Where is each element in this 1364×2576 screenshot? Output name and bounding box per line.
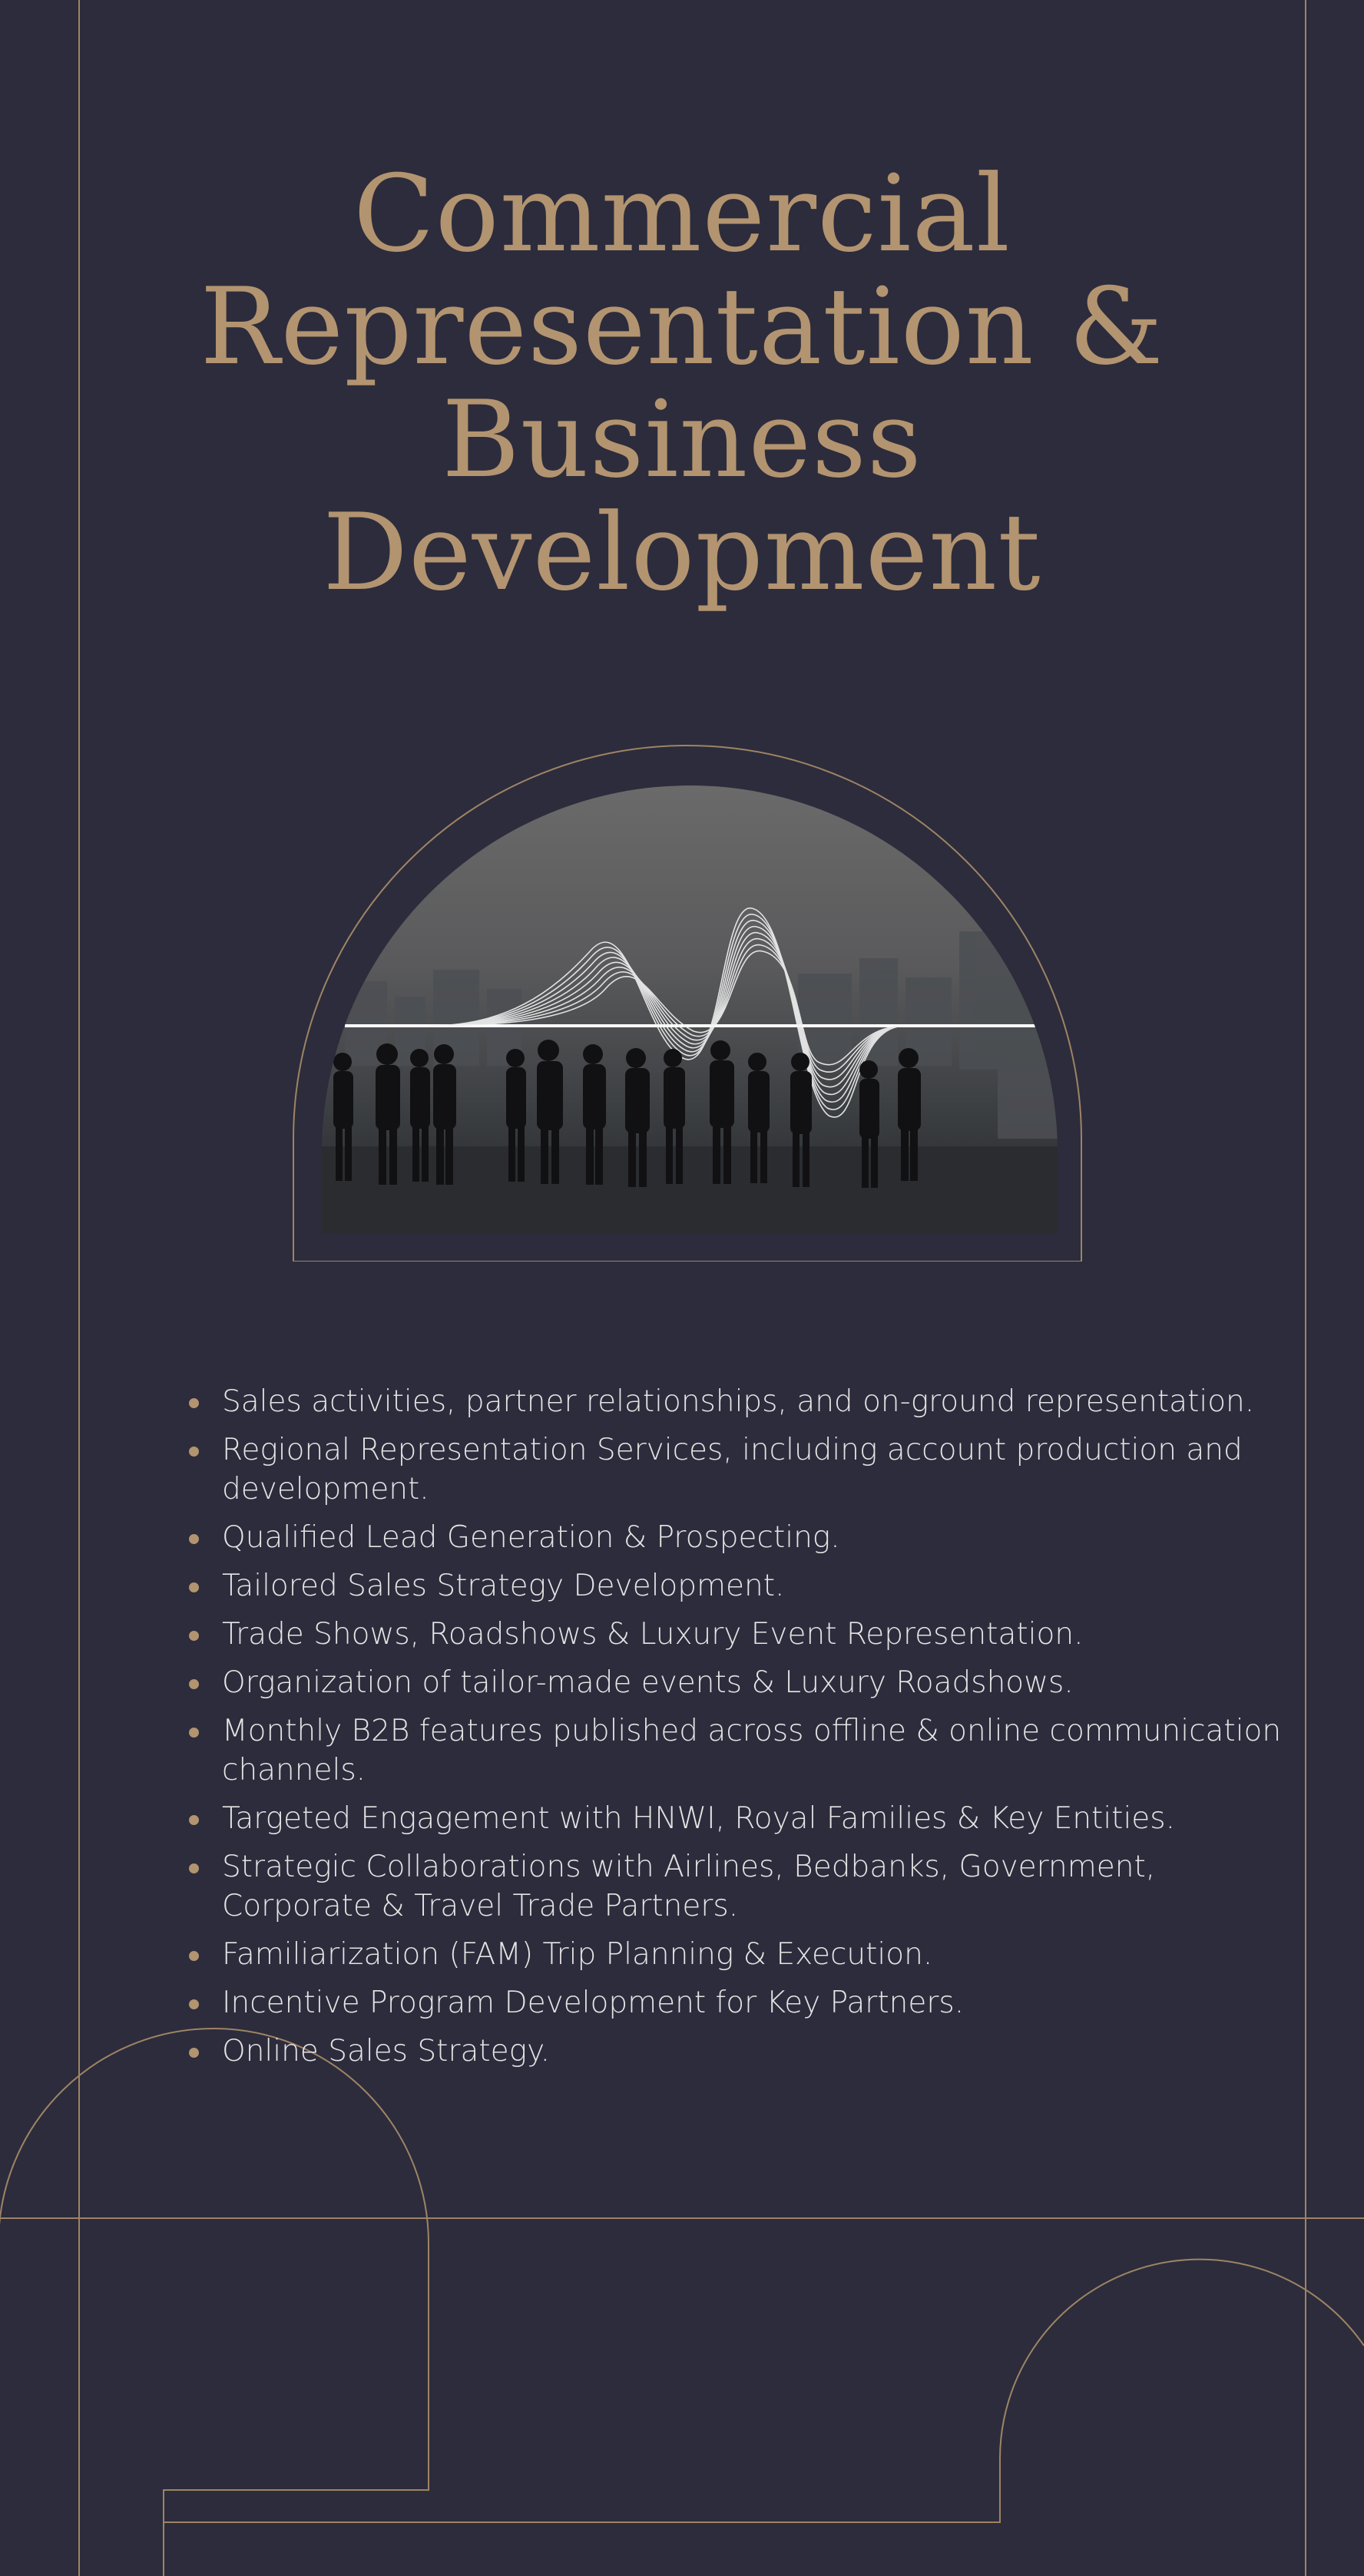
list-item [189,2032,1295,2071]
list-item-text: Monthly B2B features published across offline & online communication channels. [222,1714,1282,1787]
list-item [189,1518,1295,1557]
title-line: Development [323,491,1041,614]
list-item-text: Trade Shows, Roadshows & Luxury Event Representation. [222,1617,1084,1652]
list-item-text: Online Sales Strategy. [222,2034,550,2068]
title-line: Business [442,378,922,501]
list-item [189,1615,1295,1654]
list-item-text: Tailored Sales Strategy Development. [222,1569,785,1603]
services-list [189,1382,1295,2080]
list-item [189,1566,1295,1605]
list-item [189,1935,1295,1974]
list-item-text: Regional Representation Services, including account production and development. [222,1433,1243,1506]
bullet-icon [189,1815,199,1825]
list-item-text: Targeted Engagement with HNWI, Royal Families & Key Entities. [222,1801,1176,1836]
list-item [189,1430,1295,1509]
list-item-text: Strategic Collaborations with Airlines, Bedbanks, Government, Corporate & Travel Trade Partners. [222,1850,1156,1923]
bullet-icon [189,1582,199,1592]
bullet-icon [189,1398,199,1408]
title-line: Representation & [200,265,1164,389]
list-item [189,1983,1295,2022]
hero-image [322,785,1058,1234]
bullet-icon [189,1534,199,1544]
bullet-icon [189,1863,199,1873]
bullet-icon [189,1728,199,1738]
list-item [189,1382,1295,1421]
business-people-silhouette-wave-image [322,785,1058,1234]
bullet-icon [189,1631,199,1641]
list-item-text: Sales activities, partner relationships, and on-ground representation. [222,1384,1255,1419]
bullet-icon [189,1951,199,1961]
title-line: Commercial [353,152,1011,276]
bullet-icon [189,1679,199,1689]
list-item-text: Incentive Program Development for Key Partners. [222,1986,965,2020]
list-item-text: Qualified Lead Generation & Prospecting. [222,1520,840,1555]
list-item [189,1663,1295,1702]
page-title [0,152,1364,614]
bullet-icon [189,1447,199,1457]
bullet-icon [189,1999,199,2009]
list-item-text: Familiarization (FAM) Trip Planning & Execution. [222,1937,933,1972]
bullet-icon [189,2048,199,2058]
list-item [189,1799,1295,1838]
list-item-text: Organization of tailor-made events & Luxury Roadshows. [222,1665,1074,1700]
list-item [189,1847,1295,1926]
list-item [189,1711,1295,1790]
